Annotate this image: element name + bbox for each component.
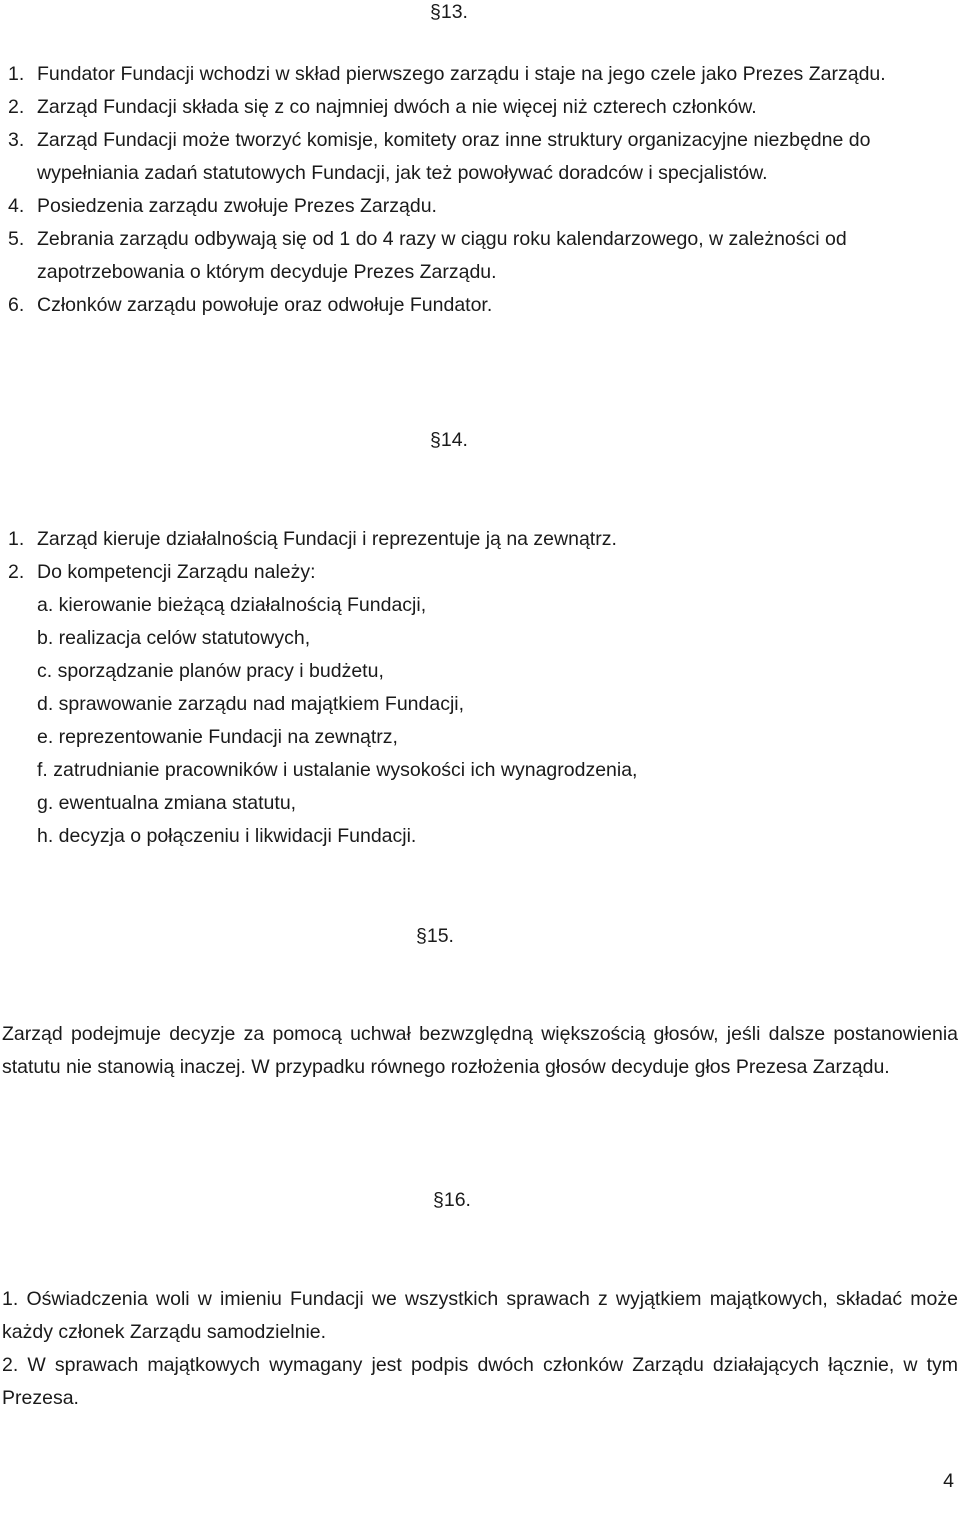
item-text: Członków zarządu powołuje oraz odwołuje Fundator. [37,294,493,316]
competence-list [37,589,937,853]
section-16-item: 1. Oświadczenia woli w imieniu Fundacji we wszystkich sprawach z wyjątkiem majątkowych, składać może każdy członek Zarządu samodzielnie. [2,1288,958,1343]
item-number: 5. [8,228,25,250]
section-16-list [2,1283,958,1415]
competence-item: e. reprezentowanie Fundacji na zewnątrz, [37,726,398,748]
section-16-item: 2. W sprawach majątkowych wymagany jest podpis dwóch członków Zarządu działających łącznie, w tym Prezesa. [2,1354,958,1409]
section-13-heading: §13. [430,1,468,23]
item-text: Zarząd kieruje działalnością Fundacji i reprezentuje ją na zewnątrz. [37,528,617,550]
section-14-item [4,523,954,556]
item-text: Zarząd Fundacji może tworzyć komisje, komitety oraz inne struktury organizacyjne niezbędne do wypełniania zadań statutowych Fundacji, jak też powoływać doradców i specjalistów. [37,129,871,184]
item-number: 3. [8,129,25,151]
section-13-item [4,190,954,223]
item-number: 1. [8,63,25,85]
section-15-paragraph: Zarząd podejmuje decyzje za pomocą uchwał bezwzględną większością głosów, jeśli dalsze postanowienia statutu nie stanowią inaczej. W przypadku równego rozłożenia głosów decyduje głos Prezesa Zarządu. [2,1023,958,1078]
competence-item: h. decyzja o połączeniu i likwidacji Fundacji. [37,825,417,847]
page-number: 4 [943,1470,954,1492]
item-number: 1. [8,528,25,550]
section-16-heading: §16. [433,1189,471,1211]
item-text: Zebrania zarządu odbywają się od 1 do 4 razy w ciągu roku kalendarzowego, w zależności od zapotrzebowania o którym decyduje Prezes Zarządu. [37,228,847,283]
section-14-heading: §14. [430,429,468,451]
competence-item: a. kierowanie bieżącą działalnością Fundacji, [37,594,427,616]
competence-item: d. sprawowanie zarządu nad majątkiem Fundacji, [37,693,465,715]
item-text: Do kompetencji Zarządu należy: [37,561,316,583]
item-number: 2. [8,561,25,583]
section-13-item [4,91,954,124]
competence-item: b. realizacja celów statutowych, [37,627,311,649]
competence-item: c. sporządzanie planów pracy i budżetu, [37,660,384,682]
section-13-item [4,223,954,289]
item-number: 4. [8,195,25,217]
item-text: Zarząd Fundacji składa się z co najmniej dwóch a nie więcej niż czterech członków. [37,96,757,118]
section-13-list [4,58,954,322]
competence-item: g. ewentualna zmiana statutu, [37,792,297,814]
section-13-item [4,124,954,190]
section-13-item [4,289,954,322]
item-text: Fundator Fundacji wchodzi w skład pierwszego zarządu i staje na jego czele jako Prezes Zarządu. [37,63,886,85]
section-14-item [4,556,954,589]
item-text: Posiedzenia zarządu zwołuje Prezes Zarządu. [37,195,437,217]
section-15-heading: §15. [416,925,454,947]
item-number: 2. [8,96,25,118]
section-14-list [4,523,954,589]
item-number: 6. [8,294,25,316]
section-13-item [4,58,954,91]
competence-item: f. zatrudnianie pracowników i ustalanie wysokości ich wynagrodzenia, [37,759,638,781]
